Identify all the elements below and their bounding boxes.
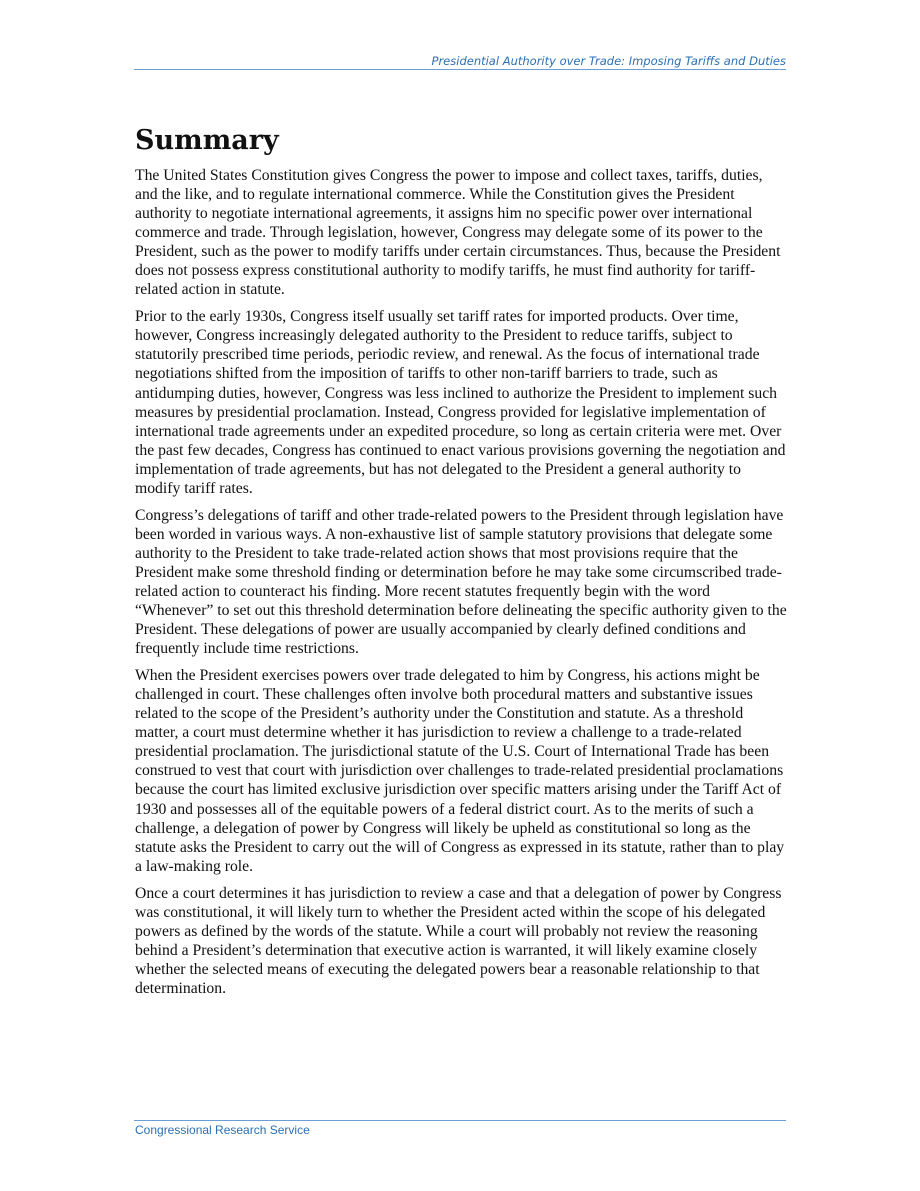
- header-divider: [134, 69, 786, 70]
- running-header: Presidential Authority over Trade: Imposing Tariffs and Duties: [431, 54, 786, 68]
- footer-publisher: Congressional Research Service: [135, 1123, 310, 1137]
- summary-section: [135, 124, 787, 1006]
- paragraph-1: The United States Constitution gives Congress the power to impose and collect taxes, tariffs, duties, and the like, and to regulate international commerce. While the Constitution gives the President authority to negotiate international agreements, it assigns him no specific power over international commerce and trade. Through legislation, however, Congress may delegate some of its power to the President, such as the power to modify tariffs under certain circumstances. Thus, because the President does not possess express constitutional authority to modify tariffs, he must find authority for tariff-related action in statute.: [135, 167, 781, 299]
- paragraph-5: Once a court determines it has jurisdiction to review a case and that a delegation of power by Congress was constitutional, it will likely turn to whether the President acted within the scope of his delegated powers as defined by the words of the statute. While a court will probably not review the reasoning behind a President’s determination that executive action is warranted, it will likely examine closely whether the selected means of executing the delegated powers bear a reasonable relationship to that determination.: [135, 884, 782, 997]
- paragraph-2: Prior to the early 1930s, Congress itself usually set tariff rates for imported products. Over time, however, Congress increasingly delegated authority to the President to reduce tariffs, subject to statutorily prescribed time periods, periodic review, and renewal. As the focus of international trade negotiations shifted from the imposition of tariffs to other non-tariff barriers to trade, such as antidumping duties, however, Congress was less inclined to authorize the President to implement such measures by presidential proclamation. Instead, Congress provided for legislative implementation of international trade agreements under an expedited procedure, so long as certain criteria were met. Over the past few decades, Congress has continued to enact various provisions governing the negotiation and implementation of trade agreements, but has not delegated to the President a general authority to modify tariff rates.: [135, 308, 786, 497]
- section-heading: Summary: [135, 125, 279, 156]
- footer-divider: [134, 1120, 786, 1121]
- paragraph-3: Congress’s delegations of tariff and other trade-related powers to the President through legislation have been worded in various ways. A non-exhaustive list of sample statutory provisions that delegate some authority to the President to take trade-related action shows that most provisions require that the President make some threshold finding or determination before he may take some circumscribed trade-related action to counteract his finding. More recent statutes frequently begin with the word “Whenever” to set out this threshold determination before delineating the specific authority given to the President. These delegations of power are usually accompanied by clearly defined conditions and frequently include time restrictions.: [135, 506, 787, 658]
- paragraph-4: When the President exercises powers over trade delegated to him by Congress, his actions might be challenged in court. These challenges often involve both procedural matters and substantive issues related to the scope of the President’s authority under the Constitution and statute. As a threshold matter, a court must determine whether it has jurisdiction to review a challenge to a trade-related presidential proclamation. The jurisdictional statute of the U.S. Court of International Trade has been construed to vest that court with jurisdiction over challenges to trade-related presidential proclamations because the court has limited exclusive jurisdiction over specific matters arising under the Tariff Act of 1930 and possesses all of the equitable powers of a federal district court. As to the merits of such a challenge, a delegation of power by Congress will likely be upheld as constitutional so long as the statute asks the President to carry out the will of Congress as expressed in its statute, rather than to play a law-making role.: [135, 667, 785, 875]
